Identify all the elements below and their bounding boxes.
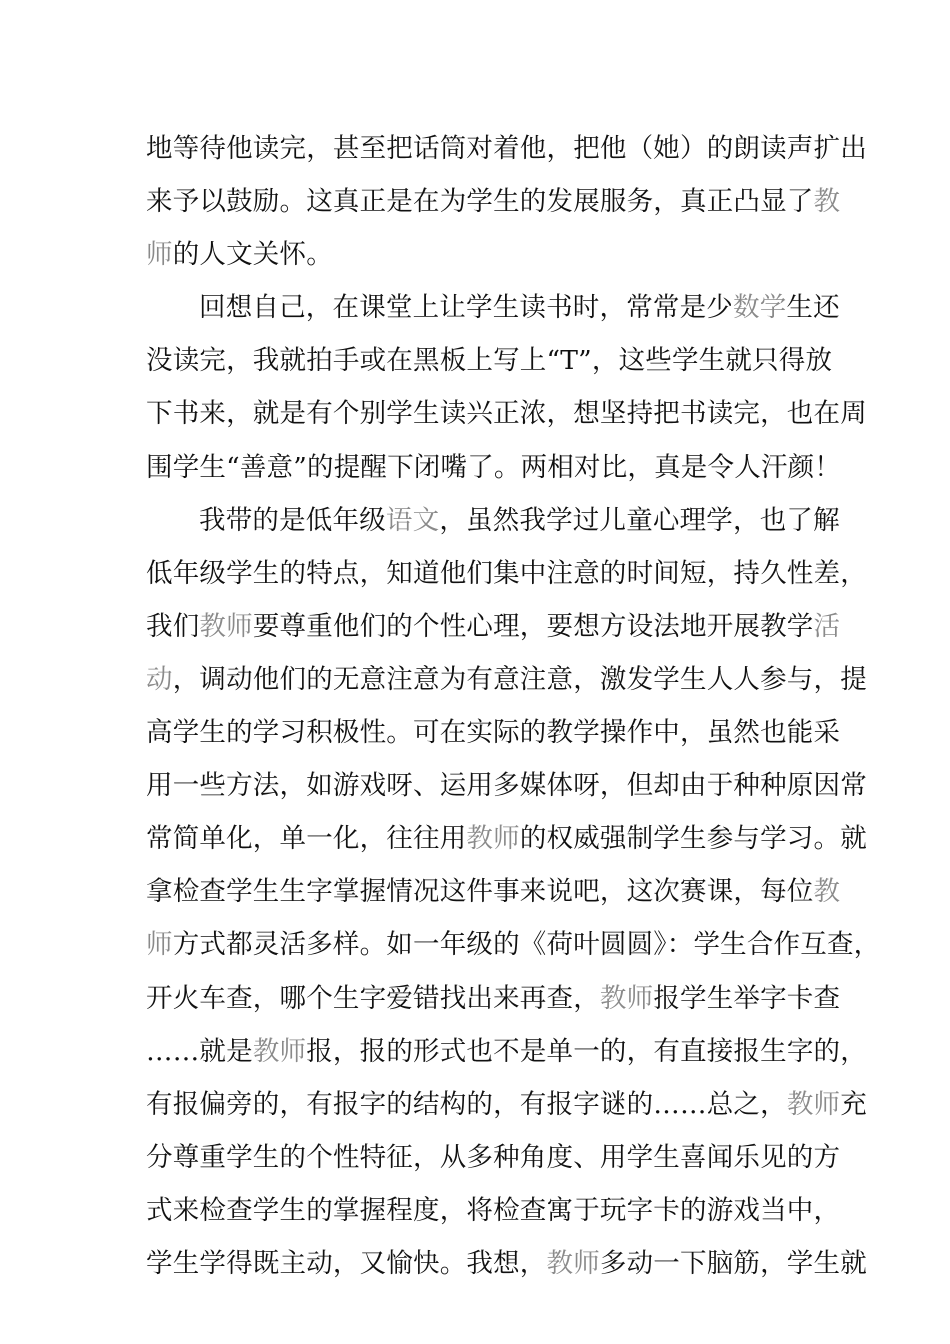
highlighted-term: 师	[146, 239, 173, 271]
document-body	[146, 122, 881, 1290]
highlighted-term: 教师	[199, 610, 253, 642]
text-line	[146, 1237, 867, 1290]
text-segment: 用一些方法，如游戏呀、运用多媒体呀，但却由于种种原因常	[146, 770, 867, 802]
text-segment: 多动一下脑筋，学生就	[599, 1247, 867, 1279]
text-segment: 常简单化，单一化，往往用	[146, 823, 467, 855]
highlighted-term: 教师	[466, 823, 520, 855]
text-line	[146, 1025, 867, 1078]
text-segment: 开火车查，哪个生字爱错找出来再查，	[146, 982, 600, 1014]
text-line	[146, 972, 841, 1025]
text-segment: 要尊重他们的个性心理，要想方设法地开展教学	[252, 610, 814, 642]
text-segment: 下书来，就是有个别学生读兴正浓，想坚持把书读完，也在周	[146, 398, 867, 430]
text-segment: 的权威强制学生参与学习。就	[519, 823, 867, 855]
highlighted-term: 数学	[733, 292, 787, 324]
text-segment: ……就是	[146, 1035, 253, 1067]
text-segment: 充	[840, 1088, 867, 1120]
highlighted-term: 教师	[546, 1247, 600, 1279]
text-segment: 式来检查学生的掌握程度，将检查寓于玩字卡的游戏当中，	[146, 1194, 841, 1226]
highlighted-term: 教	[813, 186, 841, 218]
paragraph-start-line	[146, 494, 840, 547]
text-line	[146, 812, 867, 865]
text-line	[146, 918, 881, 971]
text-segment: 生还	[786, 292, 840, 324]
text-segment: 来予以鼓励。这真正是在为学生的发展服务，真正凸显了	[146, 186, 814, 218]
highlighted-term: 活	[813, 610, 841, 642]
text-segment: 高学生的学习积极性。可在实际的教学操作中，虽然也能采	[146, 717, 841, 749]
text-segment: 低年级学生的特点，知道他们集中注意的时间短，持久性差，	[146, 557, 867, 589]
text-segment: 的人文关怀。	[172, 239, 333, 271]
text-segment: 报，报的形式也不是单一的，有直接报生字的，	[306, 1035, 867, 1067]
text-segment: 分尊重学生的个性特征，从多种角度、用学生喜闻乐见的方	[146, 1141, 841, 1173]
text-segment: 地等待他读完，甚至把话筒对着他，把他（她）的朗读声扩出	[146, 133, 867, 164]
text-line	[146, 1184, 841, 1237]
text-line	[146, 547, 867, 600]
text-line	[146, 387, 867, 440]
text-segment: 学生学得既主动，又愉快。我想，	[146, 1247, 547, 1279]
text-segment: 报学生举字卡查	[653, 982, 841, 1014]
text-line	[146, 600, 841, 653]
text-segment: 没读完，我就拍手或在黑板上写上“T”，这些学生就只得放	[146, 345, 833, 377]
text-line	[146, 441, 841, 494]
text-line	[146, 653, 867, 706]
text-line	[146, 122, 867, 175]
text-line	[146, 759, 867, 812]
text-segment: 回想自己，在课堂上让学生读书时，常常是少	[199, 292, 733, 324]
text-line	[146, 175, 841, 228]
text-segment: 我带的是低年级	[199, 504, 386, 536]
text-segment: ，调动他们的无意注意为有意注意，激发学生人人参与，提	[172, 663, 867, 695]
text-line	[146, 706, 841, 759]
text-segment: 围学生“善意”的提醒下闭嘴了。两相对比，真是令人汗颜！	[146, 451, 841, 483]
text-segment: ，虽然我学过儿童心理学，也了解	[439, 504, 840, 536]
text-line	[146, 1078, 867, 1131]
highlighted-term: 动	[146, 663, 173, 695]
highlighted-term: 教	[813, 876, 841, 908]
highlighted-term: 师	[146, 929, 173, 961]
text-segment: 有报偏旁的，有报字的结构的，有报字谜的……总之，	[146, 1088, 787, 1120]
paragraph-start-line	[146, 281, 840, 334]
highlighted-term: 教师	[599, 982, 654, 1014]
text-line	[146, 228, 808, 281]
text-segment: 我们	[146, 610, 200, 642]
text-segment: 方式都灵活多样。如一年级的《荷叶圆圆》：学生合作互查，	[172, 929, 881, 961]
highlighted-term: 教师	[786, 1088, 841, 1120]
text-segment: 拿检查学生生字掌握情况这件事来说吧，这次赛课，每位	[146, 876, 814, 908]
text-line	[146, 1131, 841, 1184]
highlighted-term: 教师	[252, 1035, 307, 1067]
highlighted-term: 语文	[385, 504, 440, 536]
text-line	[146, 865, 841, 918]
text-line	[146, 334, 833, 387]
